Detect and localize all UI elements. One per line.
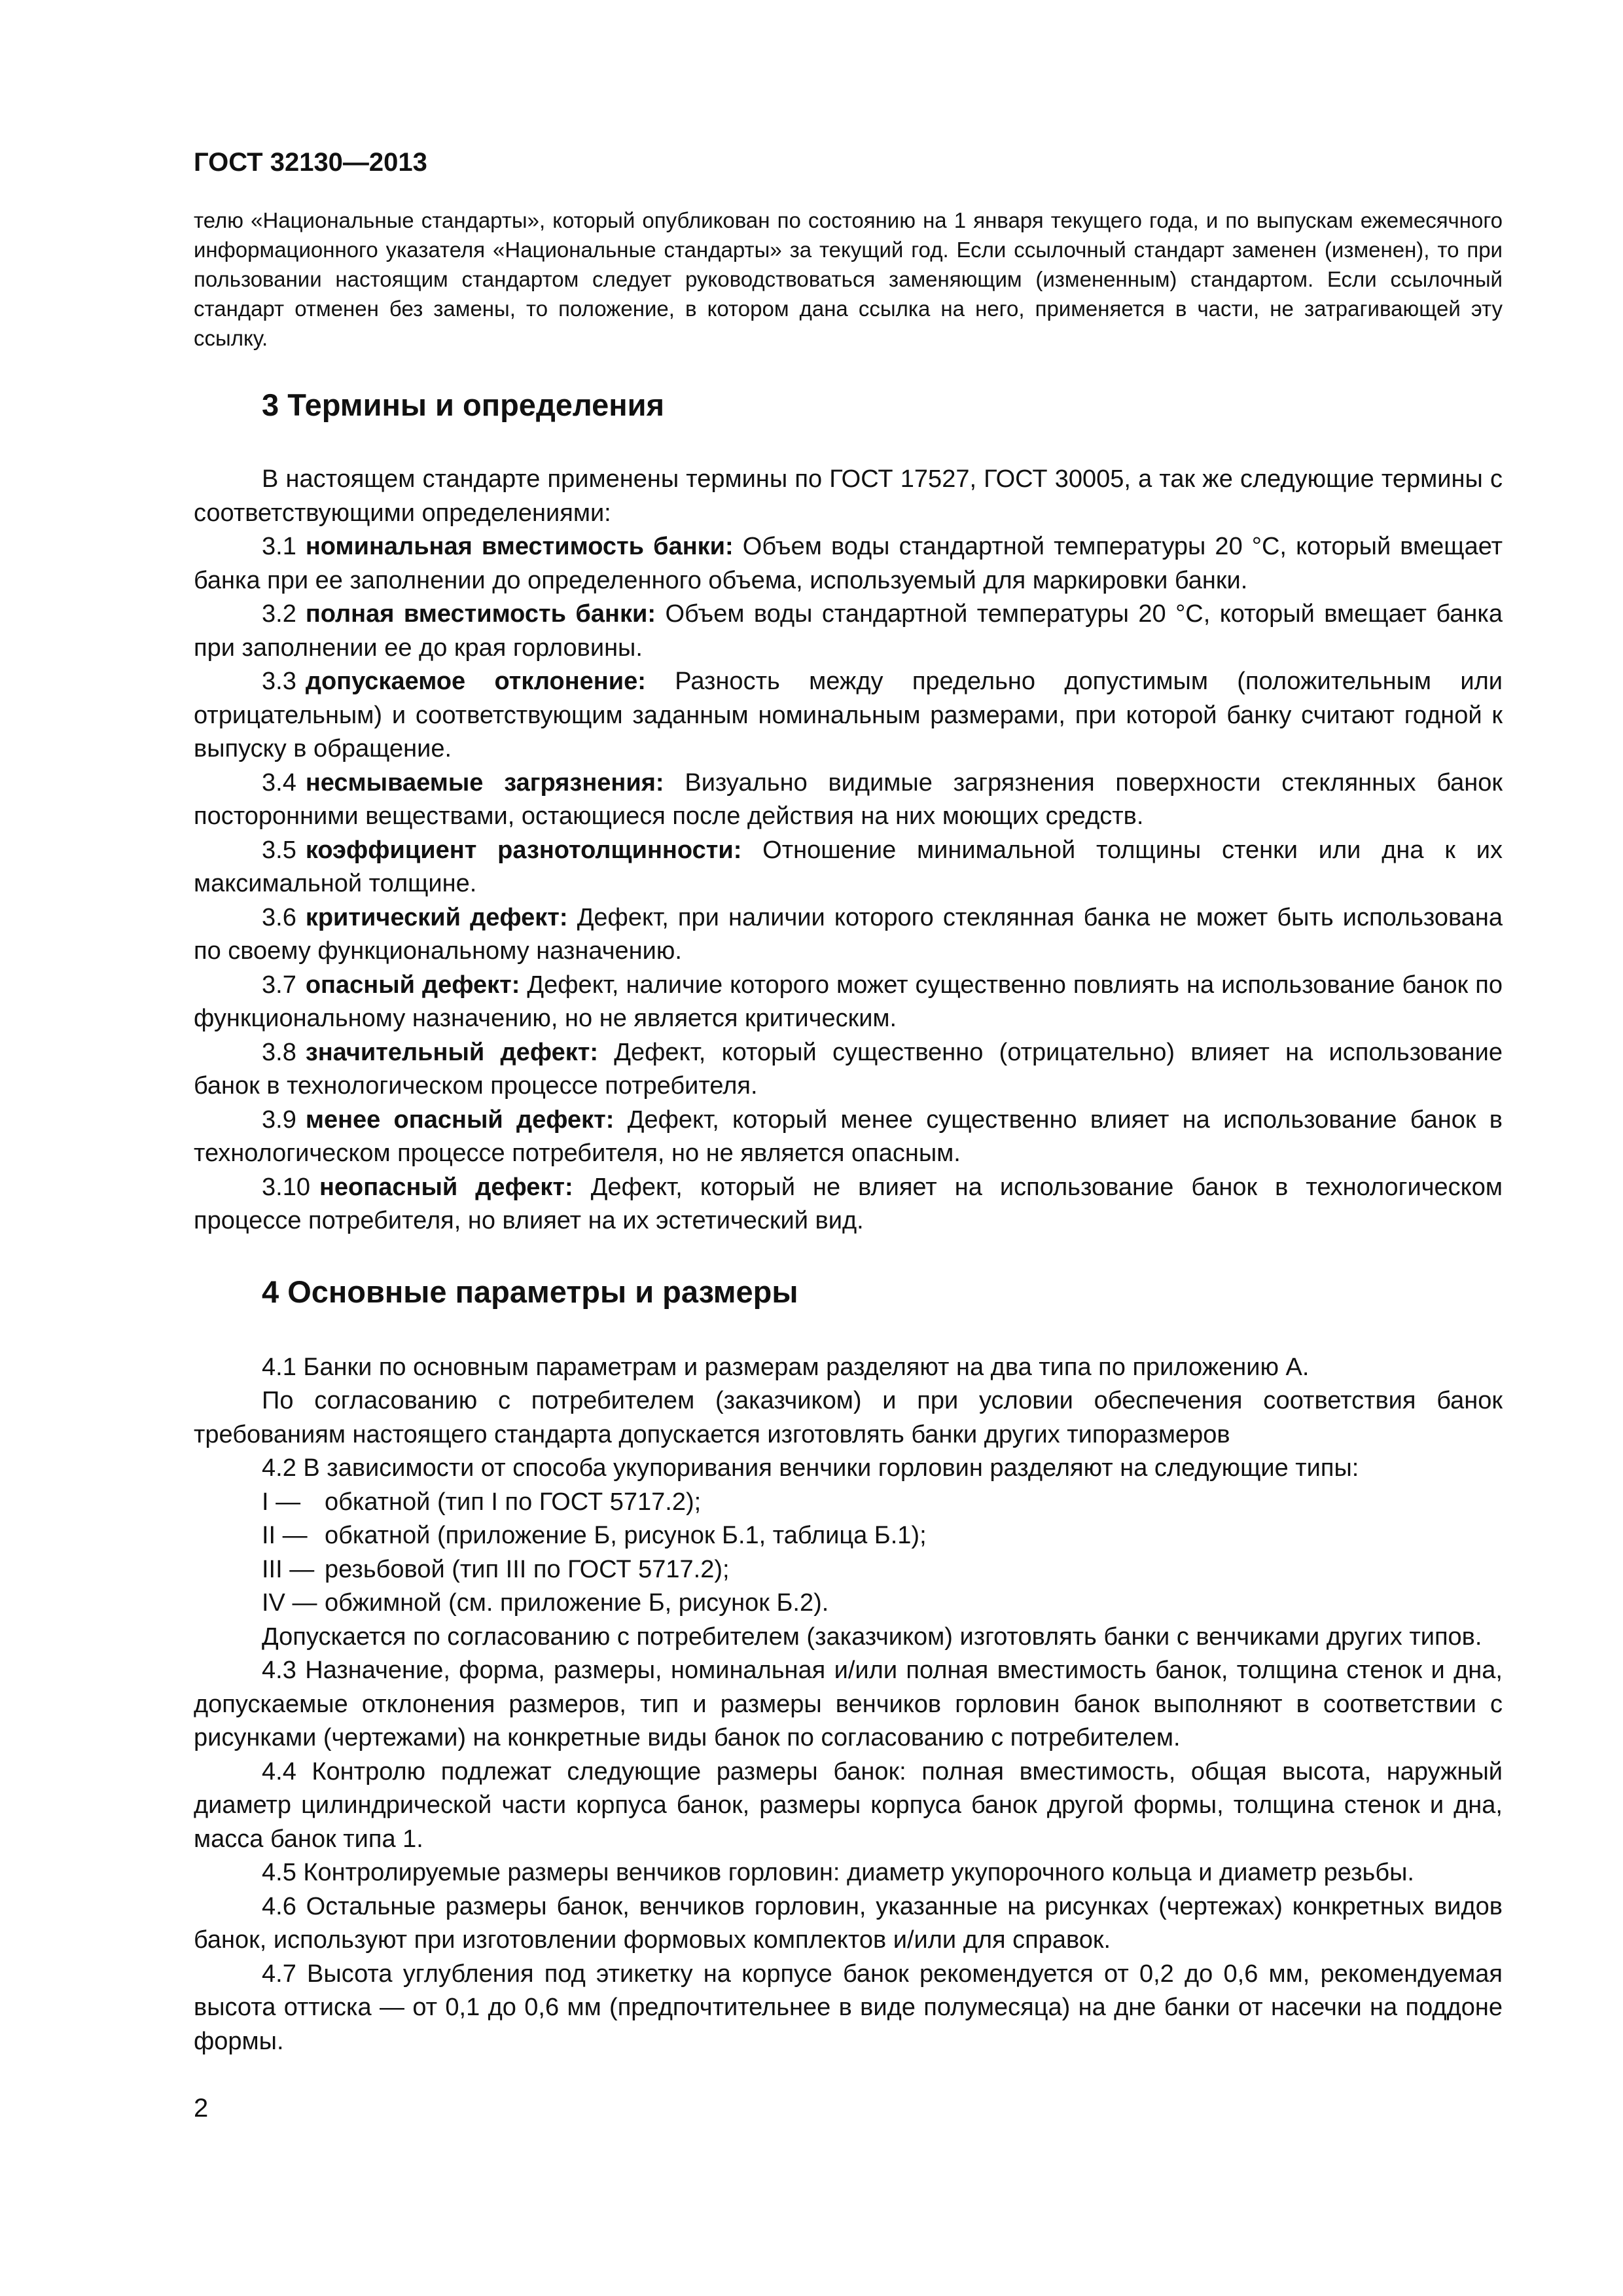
intro-paragraph: телю «Национальные стандарты», который опубликован по состоянию на 1 января текущего года, и по выпускам ежемесячного информационного указателя «Национальные стандарты» за текущий год. Если ссылочный стандарт заменен (изменен), то при пользовании настоящим стандартом следует руководствоваться заменяющим (измененным) стандартом. Если ссылочный стандарт отменен без замены, то положение, в котором дана ссылка на него, применяется в части, не затрагивающей эту ссылку. <box>194 208 1503 350</box>
term-number: 3.7 <box>262 971 296 999</box>
term-3-10 <box>194 1171 1503 1238</box>
term-definition: Объем воды стандартной температуры 20 °С, который вмещает банка при ее заполнении до определенного объема, используемый для маркировки банки. <box>194 533 1503 594</box>
term-number: 3.5 <box>262 836 296 864</box>
term-3-9 <box>194 1103 1503 1171</box>
term-definition: Дефект, который существенно (отрицательно) влияет на использование банок в технологическом процессе потребителя. <box>194 1038 1503 1100</box>
list-text: обкатной (тип I по ГОСТ 5717.2); <box>325 1488 702 1516</box>
term-name: значительный дефект: <box>305 1038 598 1066</box>
list-marker: I — <box>262 1488 301 1516</box>
term-3-8 <box>194 1036 1503 1103</box>
term-number: 3.1 <box>262 533 296 560</box>
section-3-lead: В настоящем стандарте применены термины по ГОСТ 17527, ГОСТ 30005, а так же следующие термины с соответствующими определениями: <box>194 465 1503 527</box>
clause-4-3: 4.3 Назначение, форма, размеры, номинальная и/или полная вместимость банок, толщина стенок и дна, допускаемые отклонения размеров, тип и размеры венчиков горловин банок выполняют в соответствии с рисунками (чертежами) на конкретные виды банок по согласованию с потребителем. <box>194 1657 1503 1751</box>
term-definition: Визуально видимые загрязнения поверхности стеклянных банок посторонними веществами, остающиеся после действия на них моющих средств. <box>194 768 1503 830</box>
list-marker: II — <box>262 1522 308 1549</box>
term-definition: Разность между предельно допустимым (положительным или отрицательным) и соответствующим заданным номинальным размерами, при которой банку считают годной к выпуску в обращение. <box>194 668 1503 762</box>
term-name: полная вместимость банки: <box>305 600 656 628</box>
term-definition: Отношение минимальной толщины стенки или дна к их максимальной толщине. <box>194 836 1503 897</box>
term-definition: Дефект, который не влияет на использование банок в технологическом процессе потребителя, но влияет на их эстетический вид. <box>194 1173 1503 1234</box>
list-marker: IV — <box>262 1589 317 1617</box>
term-definition: Объем воды стандартной температуры 20 °С, который вмещает банка при заполнении ее до края горловины. <box>194 600 1503 662</box>
term-3-5 <box>194 834 1503 901</box>
term-3-3 <box>194 665 1503 766</box>
term-number: 3.4 <box>262 768 296 797</box>
term-number: 3.2 <box>262 600 296 628</box>
document-header: ГОСТ 32130—2013 <box>194 148 427 177</box>
section-4-title: 4 Основные параметры и размеры <box>262 1274 798 1309</box>
term-definition: Дефект, который менее существенно влияет на использование банок в технологическом процессе потребителя, но не является опасным. <box>194 1105 1503 1167</box>
term-name: неопасный дефект: <box>319 1173 573 1201</box>
neck-type-1 <box>194 1486 1503 1520</box>
term-name: опасный дефект: <box>305 971 520 999</box>
list-marker: III — <box>262 1555 315 1583</box>
page-number: 2 <box>194 2094 209 2123</box>
clause-4-7: 4.7 Высота углубления под этикетку на корпусе банок рекомендуется от 0,2 до 0,6 мм, рекомендуемая высота оттиска — от 0,1 до 0,6 мм (предпочтительнее в виде полумесяца) на дне банки от насечки на поддоне формы. <box>194 1960 1503 2055</box>
list-text: обкатной (приложение Б, рисунок Б.1, таблица Б.1); <box>325 1522 927 1549</box>
term-number: 3.10 <box>262 1173 310 1201</box>
term-number: 3.3 <box>262 668 296 695</box>
term-3-6 <box>194 901 1503 969</box>
clause-4-6: 4.6 Остальные размеры банок, венчиков горловин, указанные на рисунках (чертежах) конкретных видов банок, используют при изготовлении формовых комплектов и/или для справок. <box>194 1892 1503 1954</box>
neck-type-3 <box>194 1553 1503 1587</box>
term-3-2 <box>194 598 1503 665</box>
term-name: коэффициент разнотолщинности: <box>305 836 742 864</box>
term-name: номинальная вместимость банки: <box>305 533 734 560</box>
clause-4-2-note: Допускается по согласованию с потребителем (заказчиком) изготовлять банки с венчиками других типов. <box>262 1623 1482 1651</box>
term-3-7 <box>194 969 1503 1036</box>
term-name: менее опасный дефект: <box>305 1105 615 1134</box>
clause-4-1-note: По согласованию с потребителем (заказчиком) и при условии обеспечения соответствия банок требованиям настоящего стандарта допускается изготовлять банки других типоразмеров <box>194 1387 1503 1448</box>
neck-type-4 <box>194 1587 1503 1621</box>
list-text: резьбовой (тип III по ГОСТ 5717.2); <box>325 1555 730 1583</box>
term-3-1 <box>194 530 1503 598</box>
term-definition: Дефект, при наличии которого стеклянная банка не может быть использована по своему функциональному назначению. <box>194 903 1503 965</box>
list-text: обжимной (см. приложение Б, рисунок Б.2). <box>325 1589 829 1617</box>
clause-4-4: 4.4 Контролю подлежат следующие размеры банок: полная вместимость, общая высота, наружный диаметр цилиндрической части корпуса банок, размеры корпуса банок другой формы, толщина стенок и дна, масса банок типа 1. <box>194 1757 1503 1853</box>
term-name: критический дефект: <box>305 903 568 931</box>
term-definition: Дефект, наличие которого может существенно повлиять на использование банок по функциональному назначению, но не является критическим. <box>194 971 1503 1032</box>
term-number: 3.8 <box>262 1038 296 1066</box>
document-page <box>194 144 1503 2058</box>
term-name: допускаемое отклонение: <box>305 668 646 695</box>
section-3-title: 3 Термины и определения <box>262 387 664 422</box>
term-name: несмываемые загрязнения: <box>305 768 664 797</box>
clause-4-5: 4.5 Контролируемые размеры венчиков горловин: диаметр укупорочного кольца и диаметр резьбы. <box>262 1859 1414 1886</box>
term-3-4 <box>194 766 1503 834</box>
neck-type-2 <box>194 1519 1503 1553</box>
clause-4-2: 4.2 В зависимости от способа укупоривания венчики горловин разделяют на следующие типы: <box>262 1454 1359 1482</box>
term-number: 3.6 <box>262 903 296 931</box>
term-number: 3.9 <box>262 1105 296 1134</box>
clause-4-1: 4.1 Банки по основным параметрам и размерам разделяют на два типа по приложению А. <box>262 1353 1310 1381</box>
